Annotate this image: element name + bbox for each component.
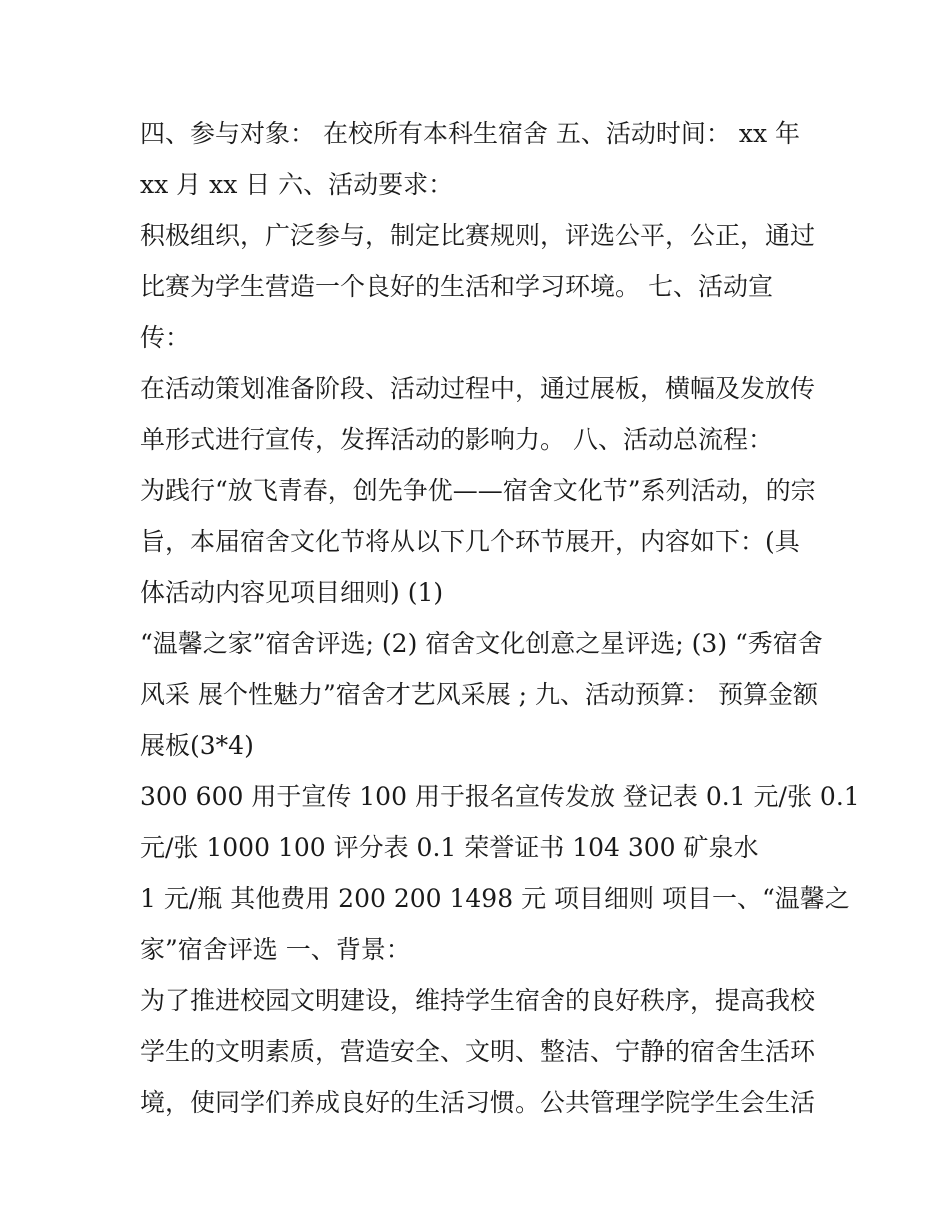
- text-line: 在活动策划准备阶段、活动过程中，通过展板，横幅及发放传: [140, 374, 816, 403]
- text-line: 元/张 1000 100 评分表 0.1 荣誉证书 104 300 矿泉水: [140, 833, 759, 862]
- text-line: 1 元/瓶 其他费用 200 200 1498 元 项目细则 项目一、“温馨之: [140, 884, 850, 913]
- text-line: 为践行“放飞青春，创先争优——宿舍文化节”系列活动，的宗: [140, 476, 816, 505]
- document-body: [140, 108, 860, 1128]
- text-line: 为了推进校园文明建设，维持学生宿舍的良好秩序，提高我校: [140, 986, 816, 1015]
- text-line: “温馨之家”宿舍评选; (2) 宿舍文化创意之星评选; (3) “秀宿舍: [140, 629, 823, 658]
- text-line: xx 月 xx 日 六、活动要求：: [140, 170, 454, 199]
- text-line: 比赛为学生营造一个良好的生活和学习环境。 七、活动宣: [140, 272, 773, 301]
- text-line: 境，使同学们养成良好的生活习惯。公共管理学院学生会生活: [140, 1088, 816, 1117]
- text-line: 家”宿舍评选 一、背景：: [140, 935, 411, 964]
- text-line: 展板(3*4): [140, 731, 254, 760]
- text-line: 风采 展个性魅力”宿舍才艺风采展 ; 九、活动预算： 预算金额: [140, 680, 818, 709]
- text-line: 单形式进行宣传，发挥活动的影响力。 八、活动总流程：: [140, 425, 773, 454]
- text-line: 传：: [140, 323, 191, 352]
- text-line: 300 600 用于宣传 100 用于报名宣传发放 登记表 0.1 元/张 0.1: [140, 782, 860, 811]
- text-line: 旨，本届宿舍文化节将从以下几个环节展开，内容如下：(具: [140, 527, 800, 556]
- text-line: 四、参与对象： 在校所有本科生宿舍 五、活动时间： xx 年: [140, 119, 800, 148]
- text-line: 学生的文明素质，营造安全、文明、整洁、宁静的宿舍生活环: [140, 1037, 816, 1066]
- text-line: 积极组织，广泛参与，制定比赛规则，评选公平，公正，通过: [140, 221, 816, 250]
- text-line: 体活动内容见项目细则) (1): [140, 578, 444, 607]
